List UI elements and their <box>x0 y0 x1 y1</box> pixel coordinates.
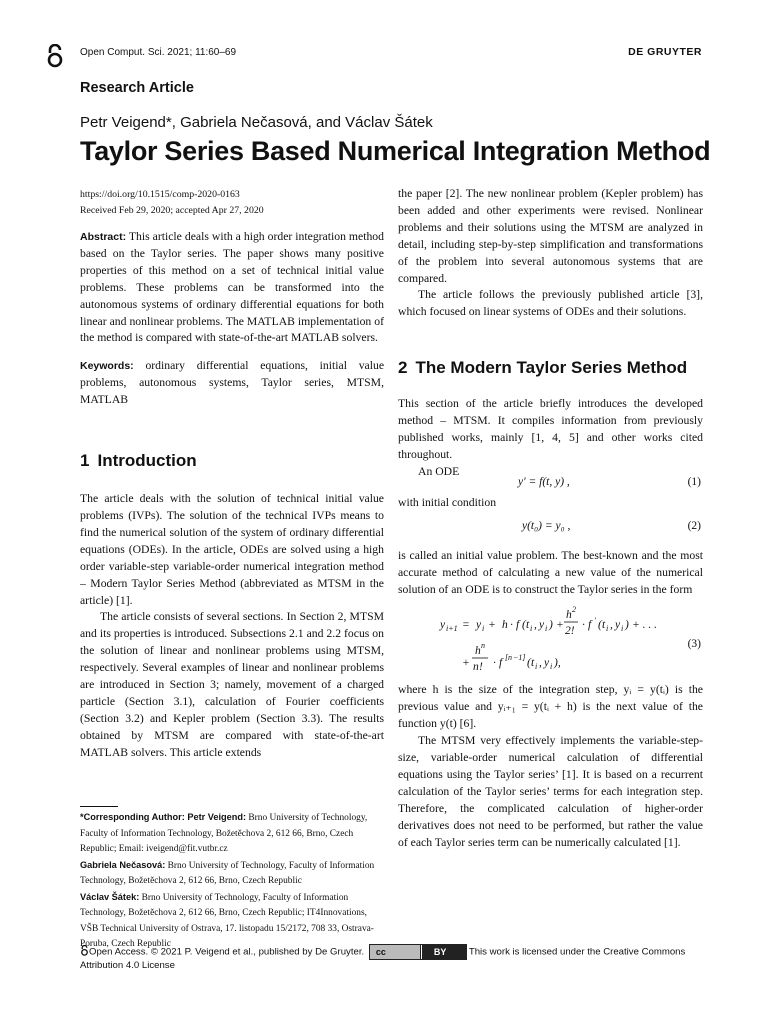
svg-text:2: 2 <box>572 605 576 615</box>
equation-3-number: (3) <box>687 638 701 651</box>
open-access-icon <box>46 44 64 68</box>
svg-text:t: t <box>602 619 606 632</box>
cc-icon <box>370 945 421 959</box>
affiliation-2 <box>80 858 386 890</box>
equation-2-number: (2) <box>687 519 701 532</box>
section-2-paragraph-2: is called an initial value problem. The best-known and the most accurate method of calculating a new value of the numerical solution of an ODE is to construct the Taylor series in the form <box>398 548 703 596</box>
section-2-paragraph-3: where h is the size of the integration step, yᵢ = y(tᵢ) is the previous value and yᵢ₊₁ = y(tᵢ + h) is the next value of the function y(t) [6]. <box>398 683 703 731</box>
svg-text:·: · <box>493 657 496 670</box>
ode-intro: An ODE <box>418 464 460 478</box>
svg-text:·: · <box>510 619 513 632</box>
svg-text:i: i <box>606 624 609 634</box>
section-2-number: 2 <box>398 358 408 378</box>
svg-text:[: [ <box>505 653 509 663</box>
svg-text:y: y <box>615 619 621 632</box>
doi-link[interactable]: https://doi.org/10.1515/comp-2020-0163 <box>80 189 240 200</box>
left-column <box>80 187 384 762</box>
svg-text:(: ( <box>598 619 602 632</box>
taylor-series-formula <box>438 604 678 680</box>
svg-text:f: f <box>588 619 592 632</box>
svg-text:,: , <box>610 619 613 632</box>
affiliation-3-text: Brno University of Technology, Faculty of Information Technology, Božetěchova 2, 612 66, Brno, Czech Republic; IT4Innovations, VŠB Technical University of Ostrava, 17. listopadu 15/2172, 708 33, Ostrava-Poruba, Czech Republic <box>80 892 374 949</box>
author-affiliations <box>80 810 386 953</box>
received-dates: Received Feb 29, 2020; accepted Apr 27, 2020 <box>80 205 264 216</box>
equation-2 <box>398 516 703 548</box>
affiliation-2-text: Brno University of Technology, Faculty of Information Technology, Božetěchova 2, 612 66, Brno, Czech Republic <box>80 860 375 886</box>
svg-text:,: , <box>539 657 542 670</box>
svg-text:n: n <box>508 653 512 663</box>
abstract-text: This article deals with a high order integration method based on the Taylor series. The paper shows many positive properties of this method on a set of technical initial value problems. These problems can be transformed into the autonomous systems of ordinary differential equations for both linear and nonlinear problems. The MATLAB implementation of the method is compared with state-of-the-art MATLAB solvers. <box>80 230 384 345</box>
svg-text:n: n <box>473 661 479 674</box>
keywords-label: Keywords: <box>80 360 134 373</box>
right-column <box>398 186 703 851</box>
svg-text:i+1: i+1 <box>446 624 458 634</box>
svg-text:i: i <box>530 624 533 634</box>
svg-text:h: h <box>566 609 572 622</box>
svg-text:h: h <box>502 619 508 632</box>
svg-text:i: i <box>621 624 624 634</box>
abstract <box>80 229 384 347</box>
svg-text:),: ), <box>554 657 561 670</box>
svg-text:i: i <box>482 624 485 634</box>
intro-paragraph-2: The article consists of several sections. In Section 2, MTSM and its properties is introduced. Subsections 2.1 and 2.2 focus on the solution of linear and nonlinear problems using MTSM, respectively. Several examples of linear and nonlinear problems are introduced in Section 3; namely, movement of a charged particle (Section 3.1), calculation of Fourier coefficients (Section 3.2) and Kepler problem (Section 3.3). The results obtained by MTSM are compared with state-of-the-art MATLAB solvers. This article extends <box>80 610 384 759</box>
section-2-title: The Modern Taylor Series Method <box>415 358 688 378</box>
abstract-label: Abstract: <box>80 231 127 243</box>
license-line <box>80 944 700 973</box>
keywords <box>80 358 384 409</box>
cc-label: cc <box>375 947 386 957</box>
svg-text:i: i <box>535 662 538 672</box>
svg-text:′: ′ <box>594 616 596 626</box>
svg-text:−1]: −1] <box>513 653 526 663</box>
svg-text:,: , <box>534 619 537 632</box>
equation-1 <box>398 475 703 495</box>
affiliation-1-name: *Corresponding Author: Petr Veigend: <box>80 812 247 822</box>
equation-1-number: (1) <box>687 475 701 488</box>
svg-text:h: h <box>475 645 481 658</box>
svg-text:i: i <box>550 662 553 672</box>
by-label: BY <box>433 947 447 957</box>
license-left-text: Open Access. © 2021 P. Veigend et al., published by De Gruyter. <box>89 946 365 958</box>
svg-text:+: + <box>488 619 496 632</box>
affiliation-2-name: Gabriela Nečasová: <box>80 859 166 870</box>
svg-text:(: ( <box>522 619 526 632</box>
intro-paragraph-1: The article deals with the solution of technical initial value problems (IVPs). The solution of the technical IVPs means to find the numerical solution of the system of ordinary differential equations (ODEs). In the article, ODEs are solved using a high order variable-step variable-order numerical integration method – Modern Taylor Series Method (abbreviated as MTSM in the article) [1]. <box>80 492 384 607</box>
svg-text:y: y <box>440 619 446 632</box>
section-1-title: Introduction <box>97 451 197 471</box>
svg-text:2!: 2! <box>565 625 575 638</box>
publisher-name: DE GRUYTER <box>628 46 702 58</box>
equation-1-body: y′ = f(t, y) , <box>518 475 570 488</box>
author-list: Petr Veigend*, Gabriela Nečasová, and Václav Šátek <box>80 114 433 131</box>
equation-3 <box>398 604 703 682</box>
open-access-small-icon <box>80 945 89 956</box>
svg-text:): ) <box>625 619 629 632</box>
svg-text:+: + <box>462 657 470 670</box>
svg-text:y: y <box>476 619 482 632</box>
svg-text:i: i <box>545 624 548 634</box>
affiliation-1-text: Brno University of Technology, Faculty of Information Technology, Božetěchova 2, 612 66, Brno, Czech Republic; Email: iveigend@fit.vutbr.cz <box>80 813 368 854</box>
svg-text:=: = <box>462 619 470 632</box>
keywords-text: ordinary differential equations, initial value problems, autonomous systems, Taylor series, MTSM, MATLAB <box>80 359 385 407</box>
section-2-paragraph-1: This section of the article briefly introduces the developed method – MTSM. It compiles information from previously published works, mainly [1, 4, 5] and other works cited throughout. <box>398 397 703 461</box>
svg-text:(: ( <box>527 657 531 670</box>
affiliation-3-name: Václav Šátek: <box>80 891 140 902</box>
section-1-number: 1 <box>80 451 90 471</box>
initial-condition-text: with initial condition <box>398 495 497 509</box>
paper-title: Taylor Series Based Numerical Integration Method <box>80 136 711 166</box>
by-icon <box>422 945 466 959</box>
article-type: Research Article <box>80 80 194 96</box>
svg-text:t: t <box>531 657 535 670</box>
affiliation-1 <box>80 810 386 858</box>
section-1-heading <box>80 451 384 471</box>
svg-text:n: n <box>481 641 485 651</box>
svg-text:f: f <box>499 657 503 670</box>
svg-text:+: + <box>556 619 564 632</box>
license-right-text: This work is licensed under the Creative Commons Attribution 4.0 License <box>80 946 686 971</box>
right-paragraph-1: the paper [2]. The new nonlinear problem (Kepler problem) has been added and other experiments were revised. Nonlinear problems and their solutions using the MTSM are analyzed in detail, including step-by-step simplification and transformations of the problem into several autonomous systems that are compared. <box>398 187 703 285</box>
section-2-heading <box>398 358 703 378</box>
svg-text:t: t <box>526 619 530 632</box>
svg-text:+ . . .: + . . . <box>632 619 658 632</box>
svg-text:f: f <box>516 619 520 632</box>
svg-text:y: y <box>539 619 545 632</box>
right-paragraph-2: The article follows the previously published article [3], which focused on linear systems of ODEs and their solutions. <box>398 288 703 319</box>
svg-text:·: · <box>582 619 585 632</box>
svg-text:!: ! <box>479 661 483 674</box>
svg-text:): ) <box>549 619 553 632</box>
journal-citation: Open Comput. Sci. 2021; 11:60–69 <box>80 47 237 58</box>
footnote-rule <box>80 806 118 807</box>
section-2-paragraph-4: The MTSM very effectively implements the variable-step-size, variable-order numerical calculation of differential equations using the Taylor series’ [1]. It is based on a recurrent calculation of the Taylor series’ terms for each integration step. Therefore, the complicated calculation of higher-order derivatives does not need to be performed, but rather the value of each Taylor series term can be numerically calculated [1]. <box>398 734 703 849</box>
cc-by-badge[interactable] <box>369 944 467 960</box>
equation-2-body: y(t₀) = y₀ , <box>522 519 571 532</box>
svg-text:y: y <box>544 657 550 670</box>
